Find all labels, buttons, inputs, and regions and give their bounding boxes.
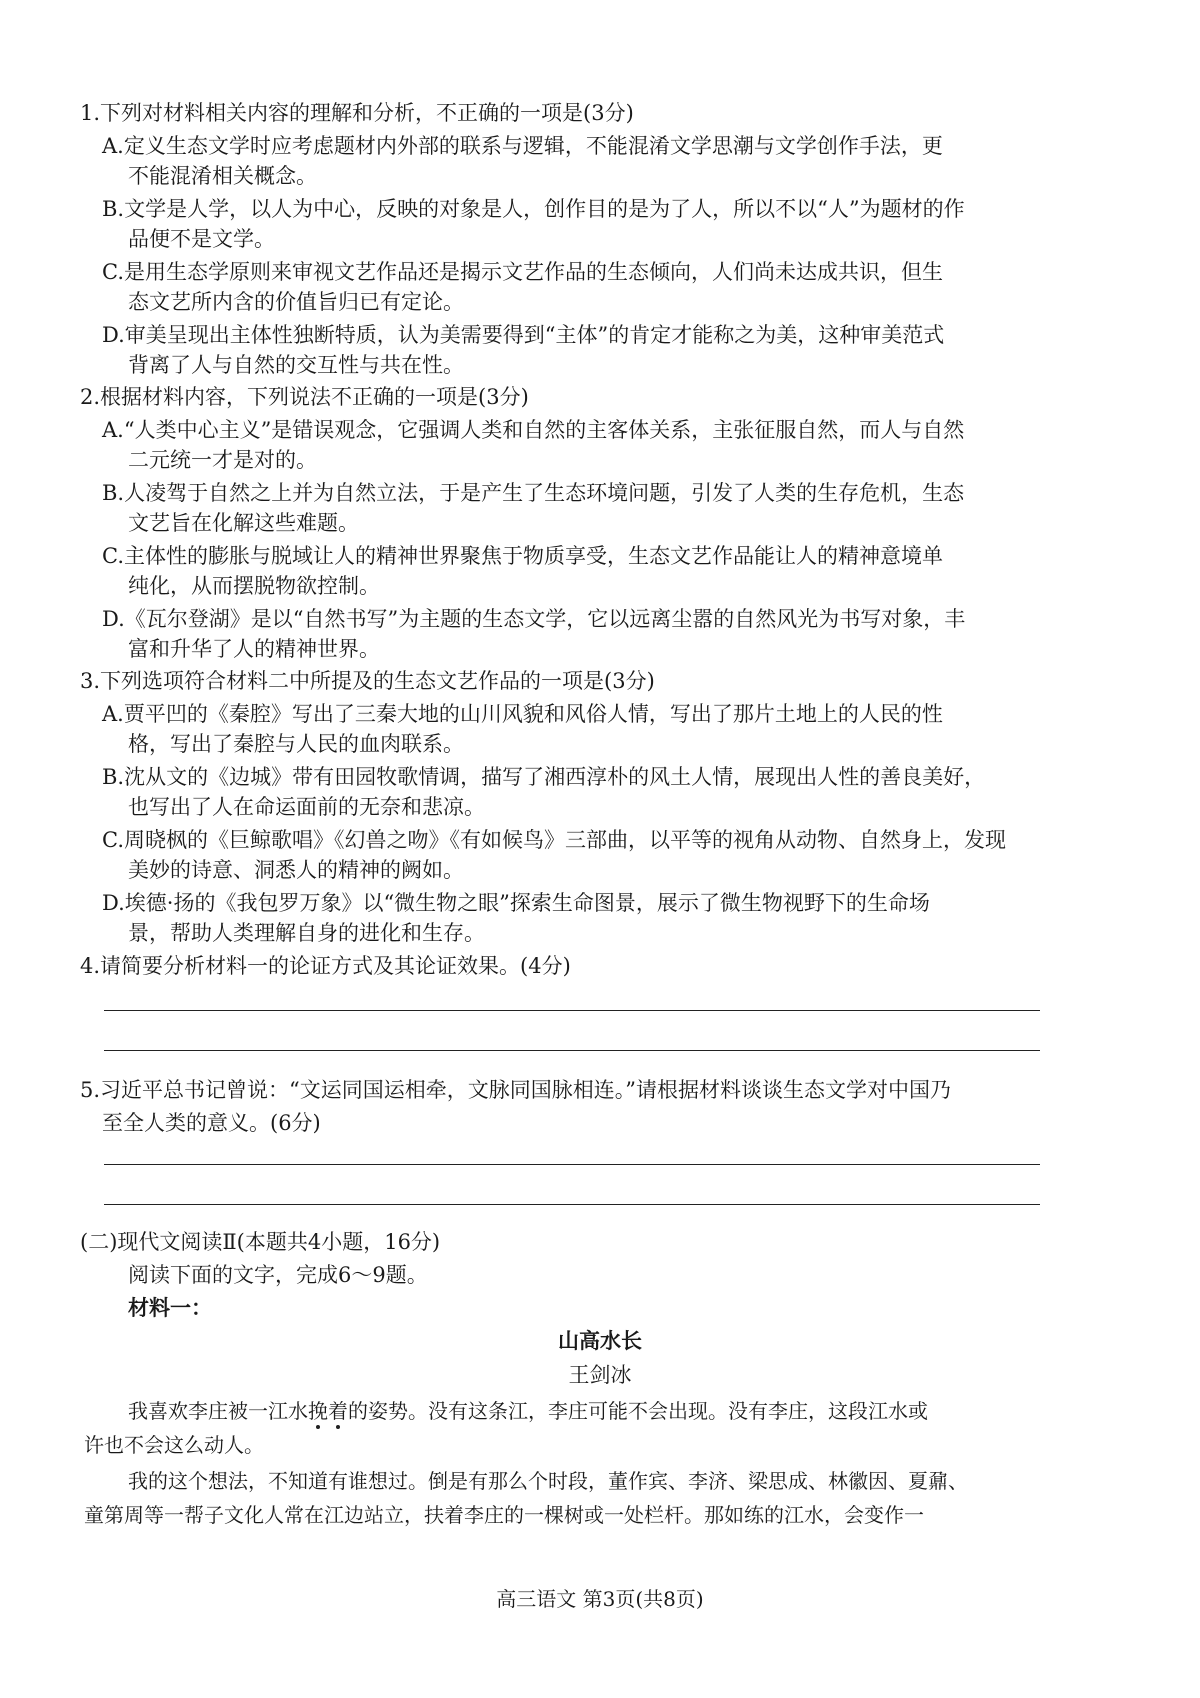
question-3-option-a: A.贾平凹的《秦腔》写出了三秦大地的山川风貌和风俗人情，写出了那片土地上的人民的性 [102, 702, 943, 726]
question-2-option-d-cont: 富和升华了人的精神世界。 [128, 637, 380, 661]
article-author: 王剑冰 [568, 1363, 632, 1387]
emphasis-char: 挽 [308, 1399, 328, 1423]
question-2-option-a: A.“人类中心主义”是错误观念，它强调人类和自然的主客体关系，主张征服自然，而人与自然 [102, 418, 965, 442]
question-3-stem: 3.下列选项符合材料二中所提及的生态文艺作品的一项是(3分) [80, 669, 655, 693]
question-1-stem: 1.下列对材料相关内容的理解和分析，不正确的一项是(3分) [80, 101, 634, 125]
answer-line[interactable] [104, 1010, 1040, 1011]
article-paragraph-1 [128, 1396, 928, 1426]
answer-line[interactable] [104, 1050, 1040, 1051]
emphasis-char: 着 [328, 1399, 348, 1423]
question-1-option-d-cont: 背离了人与自然的交互性与共在性。 [128, 353, 464, 377]
question-3-option-b-cont: 也写出了人在命运面前的无奈和悲凉。 [128, 795, 485, 819]
question-2-option-d: D.《瓦尔登湖》是以“自然书写”为主题的生态文学，它以远离尘嚣的自然风光为书写对象，丰 [102, 607, 966, 631]
question-3-option-d-cont: 景，帮助人类理解自身的进化和生存。 [128, 921, 485, 945]
article-title: 山高水长 [558, 1329, 642, 1353]
question-2-option-a-cont: 二元统一才是对的。 [128, 448, 317, 472]
question-2-option-c-cont: 纯化，从而摆脱物欲控制。 [128, 574, 380, 598]
question-3-option-c: C.周晓枫的《巨鲸歌唱》《幻兽之吻》《有如候鸟》三部曲，以平等的视角从动物、自然身上，发现 [102, 828, 1006, 852]
article-paragraph-2-cont: 童第周等一帮子文化人常在江边站立，扶着李庄的一棵树或一处栏杆。那如练的江水，会变作一 [84, 1503, 924, 1527]
question-2-stem: 2.根据材料内容，下列说法不正确的一项是(3分) [80, 385, 529, 409]
question-1-option-d: D.审美呈现出主体性独断特质，认为美需要得到“主体”的肯定才能称之为美，这种审美范式 [102, 323, 945, 347]
paragraph-text: 我喜欢李庄被一江水 [128, 1399, 308, 1423]
question-5-stem-cont: 至全人类的意义。(6分) [102, 1111, 321, 1135]
question-5-stem: 5.习近平总书记曾说：“文运同国运相牵，文脉同国脉相连。”请根据材料谈谈生态文学对中国乃 [80, 1078, 952, 1102]
page-footer: 高三语文 第3页(共8页) [496, 1587, 704, 1611]
section-instruction: 阅读下面的文字，完成6～9题。 [128, 1263, 428, 1287]
question-3-option-c-cont: 美妙的诗意、洞悉人的精神的阙如。 [128, 858, 464, 882]
question-3-option-b: B.沈从文的《边城》带有田园牧歌情调，描写了湘西淳朴的风土人情，展现出人性的善良美好， [102, 765, 986, 789]
section-heading: (二)现代文阅读Ⅱ(本题共4小题，16分) [80, 1230, 441, 1254]
question-1-option-a-cont: 不能混淆相关概念。 [128, 164, 317, 188]
question-3-option-a-cont: 格，写出了秦腔与人民的血肉联系。 [128, 732, 464, 756]
article-paragraph-2: 我的这个想法，不知道有谁想过。倒是有那么个时段，董作宾、李济、梁思成、林徽因、夏鼐、 [128, 1469, 968, 1493]
question-2-option-c: C.主体性的膨胀与脱域让人的精神世界聚焦于物质享受，生态文艺作品能让人的精神意境单 [102, 544, 943, 568]
answer-line[interactable] [104, 1164, 1040, 1165]
paragraph-text: 的姿势。没有这条江，李庄可能不会出现。没有李庄，这段江水或 [348, 1399, 928, 1423]
answer-line[interactable] [104, 1204, 1040, 1205]
question-4-stem: 4.请简要分析材料一的论证方式及其论证效果。(4分) [80, 954, 571, 978]
question-2-option-b-cont: 文艺旨在化解这些难题。 [128, 511, 359, 535]
question-1-option-c: C.是用生态学原则来审视文艺作品还是揭示文艺作品的生态倾向，人们尚未达成共识，但生 [102, 260, 943, 284]
question-1-option-b-cont: 品便不是文学。 [128, 227, 275, 251]
question-3-option-d: D.埃德·扬的《我包罗万象》以“微生物之眼”探索生命图景，展示了微生物视野下的生命场 [102, 891, 930, 915]
question-1-option-c-cont: 态文艺所内含的价值旨归已有定论。 [128, 290, 464, 314]
question-2-option-b: B.人凌驾于自然之上并为自然立法，于是产生了生态环境问题，引发了人类的生存危机，生态 [102, 481, 965, 505]
question-1-option-a: A.定义生态文学时应考虑题材内外部的联系与逻辑，不能混淆文学思潮与文学创作手法，更 [102, 134, 943, 158]
material-label: 材料一： [128, 1295, 212, 1320]
question-1-option-b: B.文学是人学，以人为中心，反映的对象是人，创作目的是为了人，所以不以“人”为题材的作 [102, 197, 965, 221]
article-paragraph-1-cont: 许也不会这么动人。 [84, 1433, 264, 1457]
